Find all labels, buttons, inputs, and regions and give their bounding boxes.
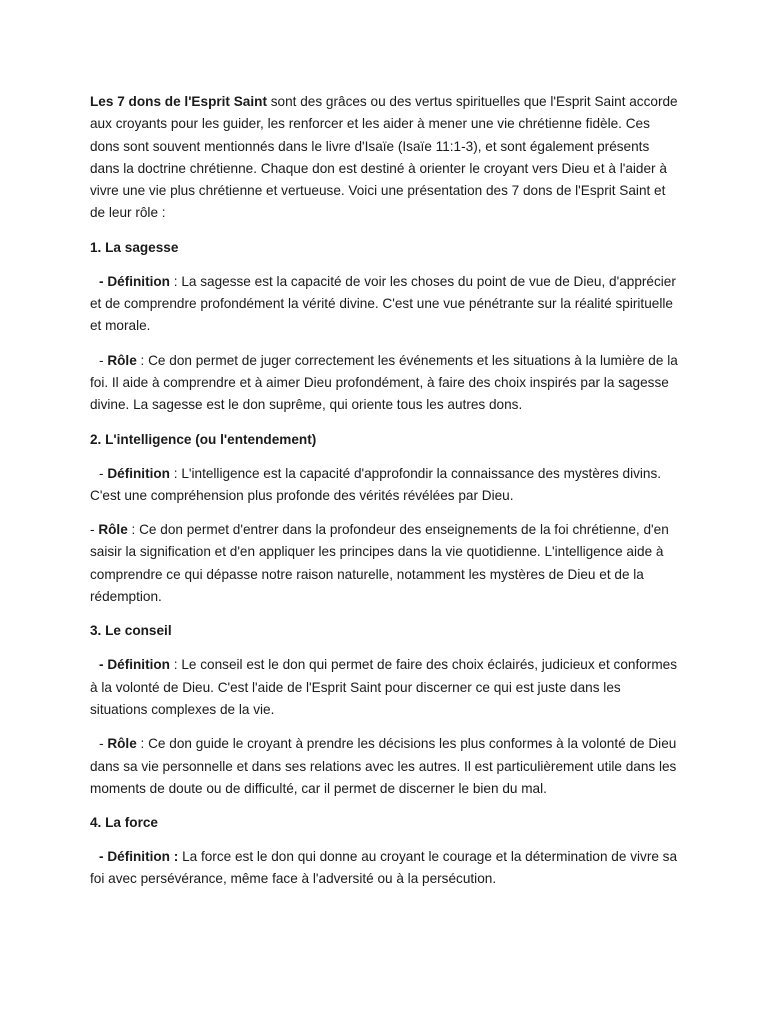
definition-force: [90, 846, 680, 891]
intro-lead: Les 7 dons de l'Esprit Saint: [90, 94, 267, 109]
definition-prefix: -: [99, 849, 108, 865]
definition-label: Définition: [107, 273, 170, 289]
definition-prefix: -: [99, 465, 108, 481]
definition-label: Définition: [107, 465, 170, 481]
role-prefix: -: [90, 522, 99, 538]
definition-text: : Le conseil est le don qui permet de faire des choix éclairés, judicieux et conformes à la volonté de Dieu. C'est l'aide de l'Esprit Saint pour discerner ce qui est juste dans les situations complexes de la vie.: [90, 657, 678, 717]
role-prefix: -: [99, 352, 108, 368]
definition-intelligence: [90, 463, 680, 508]
document-body: [90, 91, 680, 903]
definition-text: : L'intelligence est la capacité d'approfondir la connaissance des mystères divins. C'est une compréhension plus profonde des vérités révélées par Dieu.: [90, 465, 662, 503]
intro-paragraph: [90, 91, 680, 225]
role-label: Rôle: [98, 522, 128, 538]
section-heading-conseil: 3. Le conseil: [90, 623, 172, 639]
definition-label: Définition: [107, 657, 170, 673]
definition-prefix: -: [99, 273, 108, 289]
role-text: : Ce don permet d'entrer dans la profondeur des enseignements de la foi chrétienne, d'en saisir la signification et d'en appliquer les principes dans la vie quotidienne. L'intelligence aide à comprendre ce qui dépasse notre raison naturelle, notamment les mystères de Dieu et de la rédemption.: [90, 522, 669, 605]
role-sagesse: [90, 350, 680, 417]
definition-text: : La sagesse est la capacité de voir les choses du point de vue de Dieu, d'apprécier et de comprendre profondément la vérité divine. C'est une vue pénétrante sur la réalité spirituelle et morale.: [90, 273, 676, 334]
section-heading-force: 4. La force: [90, 815, 158, 831]
role-prefix: -: [99, 736, 108, 752]
role-label: Rôle: [107, 736, 137, 752]
definition-text: La force est le don qui donne au croyant le courage et la détermination de vivre sa foi avec persévérance, même face à l'adversité ou à la persécution.: [90, 849, 678, 887]
definition-label: Définition :: [107, 849, 179, 865]
section-heading-intelligence: 2. L'intelligence (ou l'entendement): [90, 431, 317, 447]
intro-text: sont des grâces ou des vertus spirituelles que l'Esprit Saint accorde aux croyants pour les guider, les renforcer et les aider à mener une vie chrétienne fidèle. Ces dons sont souvent mentionnés dans le livre d'Isaïe (Isaïe 11:1-3), et sont également présents dans la doctrine chrétienne. Chaque don est destiné à orienter le croyant vers Dieu et à l'aider à vivre une vie plus chrétienne et vertueuse. Voici une présentation des 7 dons de l'Esprit Saint et de leur rôle :: [90, 94, 678, 221]
section-heading-sagesse: 1. La sagesse: [90, 239, 179, 255]
role-text: : Ce don guide le croyant à prendre les décisions les plus conformes à la volonté de Dieu dans sa vie personnelle et dans ses relations avec les autres. Il est particulièrement utile dans les moments de doute ou de difficulté, car il permet de discerner le bien du mal.: [90, 736, 677, 796]
definition-prefix: -: [99, 657, 108, 673]
role-label: Rôle: [107, 352, 137, 368]
definition-conseil: [90, 654, 680, 721]
definition-sagesse: [90, 271, 680, 338]
role-text: : Ce don permet de juger correctement les événements et les situations à la lumière de la foi. Il aide à comprendre et à aimer Dieu profondément, à faire des choix inspirés par la sagesse divine. La sagesse est le don suprême, qui oriente tous les autres dons.: [90, 352, 678, 413]
role-intelligence: [90, 519, 680, 608]
role-conseil: [90, 733, 680, 800]
